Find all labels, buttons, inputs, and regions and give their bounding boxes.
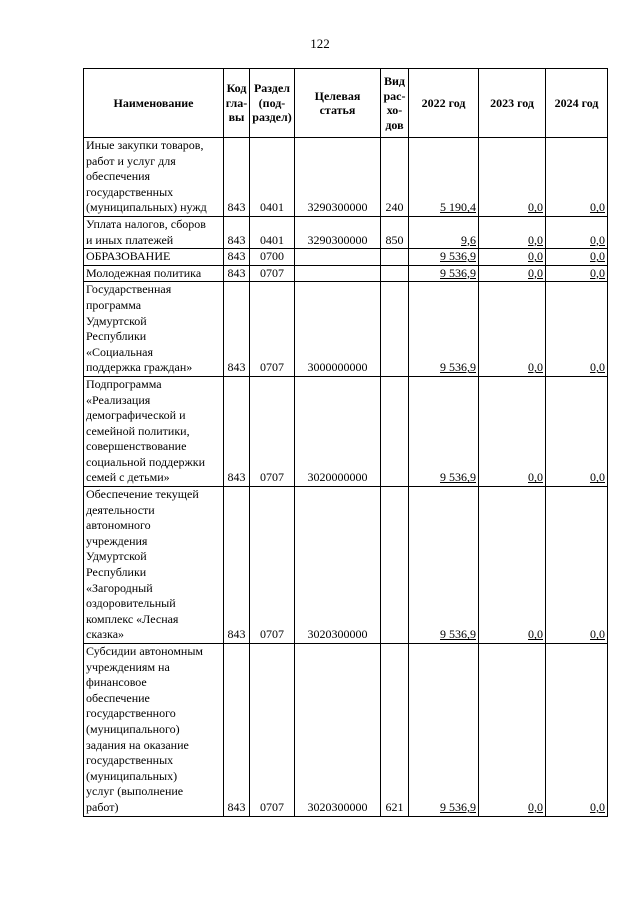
cell-name-line: Обеспечение текущей: [86, 487, 199, 502]
header-target-line: статья: [319, 103, 356, 117]
cell-code: 843: [224, 138, 250, 217]
cell-name: [84, 376, 224, 486]
page-number: 122: [310, 36, 330, 51]
table-row: [84, 487, 608, 644]
cell-2022: 9 536,9: [409, 265, 479, 282]
cell-code: 843: [224, 249, 250, 266]
cell-code: 843: [224, 644, 250, 817]
cell-2024: 0,0: [546, 138, 608, 217]
cell-2022: 9 536,9: [409, 376, 479, 486]
cell-2022: 9,6: [409, 216, 479, 248]
cell-type: [381, 376, 409, 486]
cell-type: [381, 265, 409, 282]
header-type-line: рас-: [383, 88, 406, 103]
cell-type: 850: [381, 216, 409, 248]
cell-name-line: демографической и: [86, 408, 186, 423]
header-type-line: хо-: [386, 103, 403, 117]
cell-name-line: поддержка граждан»: [86, 360, 193, 375]
cell-2022: 9 536,9: [409, 249, 479, 266]
cell-2024: 0,0: [546, 376, 608, 486]
cell-type: [381, 282, 409, 377]
cell-name-line: Республики: [86, 329, 147, 344]
cell-name-line: «Социальная: [86, 344, 154, 359]
cell-name-line: обеспечение: [86, 690, 150, 705]
cell-name-line: работ): [86, 799, 119, 814]
cell-2024: 0,0: [546, 265, 608, 282]
cell-2023: 0,0: [479, 216, 546, 248]
header-section-line: раздел): [252, 110, 292, 125]
cell-name-line: Государственная: [86, 282, 172, 297]
cell-section: 0401: [250, 138, 295, 217]
cell-2023: 0,0: [479, 487, 546, 644]
table-row: [84, 138, 608, 217]
header-target: [295, 69, 381, 138]
cell-target: 3000000000: [295, 282, 381, 377]
cell-2024: 0,0: [546, 216, 608, 248]
cell-name-line: (муниципальных): [86, 768, 178, 783]
cell-name-line: «Загородный: [86, 580, 153, 595]
cell-2022: 9 536,9: [409, 282, 479, 377]
cell-type: [381, 249, 409, 266]
cell-name: [84, 487, 224, 644]
cell-section: 0707: [250, 487, 295, 644]
cell-name-line: учреждениям на: [86, 659, 170, 674]
cell-name-line: финансовое: [86, 675, 147, 690]
cell-2024: 0,0: [546, 282, 608, 377]
cell-2023: 0,0: [479, 249, 546, 266]
cell-name-line: Субсидии автономным: [86, 644, 203, 658]
cell-name: [84, 265, 224, 282]
cell-name-line: сказка»: [86, 627, 125, 642]
cell-name-line: Молодежная политика: [86, 265, 202, 280]
cell-name-line: обеспечения: [86, 169, 151, 184]
cell-name: [84, 644, 224, 817]
cell-name-line: задания на оказание: [86, 737, 189, 752]
cell-2022: 9 536,9: [409, 487, 479, 644]
header-row: [84, 69, 608, 138]
cell-2023: 0,0: [479, 265, 546, 282]
cell-type: 240: [381, 138, 409, 217]
header-type: [381, 69, 409, 138]
cell-type: 621: [381, 644, 409, 817]
cell-2023: 0,0: [479, 282, 546, 377]
cell-name-line: Иные закупки товаров,: [86, 138, 204, 152]
cell-target: [295, 265, 381, 282]
cell-name-line: автономного: [86, 518, 151, 533]
cell-name: [84, 216, 224, 248]
cell-section: 0700: [250, 249, 295, 266]
table-row: [84, 249, 608, 266]
cell-2022: 9 536,9: [409, 644, 479, 817]
cell-section: 0707: [250, 282, 295, 377]
cell-target: 3020000000: [295, 376, 381, 486]
cell-name-line: ОБРАЗОВАНИЕ: [86, 249, 171, 264]
cell-2024: 0,0: [546, 487, 608, 644]
cell-2023: 0,0: [479, 376, 546, 486]
table-row: [84, 265, 608, 282]
cell-target: 3020300000: [295, 644, 381, 817]
cell-2023: 0,0: [479, 644, 546, 817]
cell-name-line: государственных: [86, 753, 174, 768]
cell-name-line: работ и услуг для: [86, 153, 176, 168]
cell-name-line: совершенствование: [86, 439, 187, 454]
table-row: [84, 282, 608, 377]
cell-section: 0401: [250, 216, 295, 248]
cell-name-line: комплекс «Лесная: [86, 611, 179, 626]
header-section-line: Раздел: [253, 81, 291, 96]
header-section-line: (под-: [258, 95, 286, 110]
cell-name-line: оздоровительный: [86, 596, 176, 611]
cell-name: [84, 138, 224, 217]
cell-name-line: учреждения: [86, 533, 148, 548]
header-section: [250, 69, 295, 138]
cell-name-line: Республики: [86, 565, 147, 580]
cell-section: 0707: [250, 376, 295, 486]
table-row: [84, 216, 608, 248]
cell-name-line: «Реализация: [86, 392, 151, 407]
cell-name-line: и иных платежей: [86, 232, 174, 247]
cell-name-line: Удмуртской: [86, 313, 147, 328]
cell-code: 843: [224, 376, 250, 486]
cell-target: [295, 249, 381, 266]
cell-section: 0707: [250, 265, 295, 282]
cell-name-line: государственного: [86, 706, 176, 721]
cell-name-line: (муниципального): [86, 721, 180, 736]
cell-2024: 0,0: [546, 249, 608, 266]
cell-2022: 5 190,4: [409, 138, 479, 217]
header-code-line: вы: [228, 110, 245, 125]
table-row: [84, 376, 608, 486]
cell-2024: 0,0: [546, 644, 608, 817]
cell-code: 843: [224, 265, 250, 282]
cell-name-line: Подпрограмма: [86, 376, 162, 391]
cell-name: [84, 249, 224, 266]
header-type-line: дов: [385, 117, 404, 132]
cell-name-line: социальной поддержки: [86, 454, 206, 469]
header-2023: 2023 год: [479, 69, 546, 138]
cell-name-line: семей с детьми»: [86, 470, 170, 485]
cell-name-line: Удмуртской: [86, 549, 147, 564]
cell-name-line: Уплата налогов, сборов: [86, 216, 206, 231]
cell-type: [381, 487, 409, 644]
header-2024: 2024 год: [546, 69, 608, 138]
cell-name-line: государственных: [86, 184, 174, 199]
cell-code: 843: [224, 282, 250, 377]
cell-code: 843: [224, 216, 250, 248]
cell-target: 3290300000: [295, 138, 381, 217]
cell-name-line: услуг (выполнение: [86, 784, 184, 799]
header-2022: 2022 год: [409, 69, 479, 138]
budget-table: [83, 68, 608, 817]
cell-2023: 0,0: [479, 138, 546, 217]
cell-name-line: (муниципальных) нужд: [86, 200, 207, 215]
cell-name-line: деятельности: [86, 502, 155, 517]
cell-code: 843: [224, 487, 250, 644]
header-type-line: Вид: [384, 74, 405, 88]
header-target-line: Целевая: [314, 88, 361, 103]
cell-name-line: программа: [86, 297, 142, 312]
header-code-line: Код: [226, 81, 247, 96]
cell-section: 0707: [250, 644, 295, 817]
cell-target: 3020300000: [295, 487, 381, 644]
cell-target: 3290300000: [295, 216, 381, 248]
header-code-line: гла-: [225, 95, 248, 110]
header-code: [224, 69, 250, 138]
cell-name: [84, 282, 224, 377]
table-row: [84, 644, 608, 817]
header-name: Наименование: [84, 69, 224, 138]
cell-name-line: семейной политики,: [86, 423, 190, 438]
